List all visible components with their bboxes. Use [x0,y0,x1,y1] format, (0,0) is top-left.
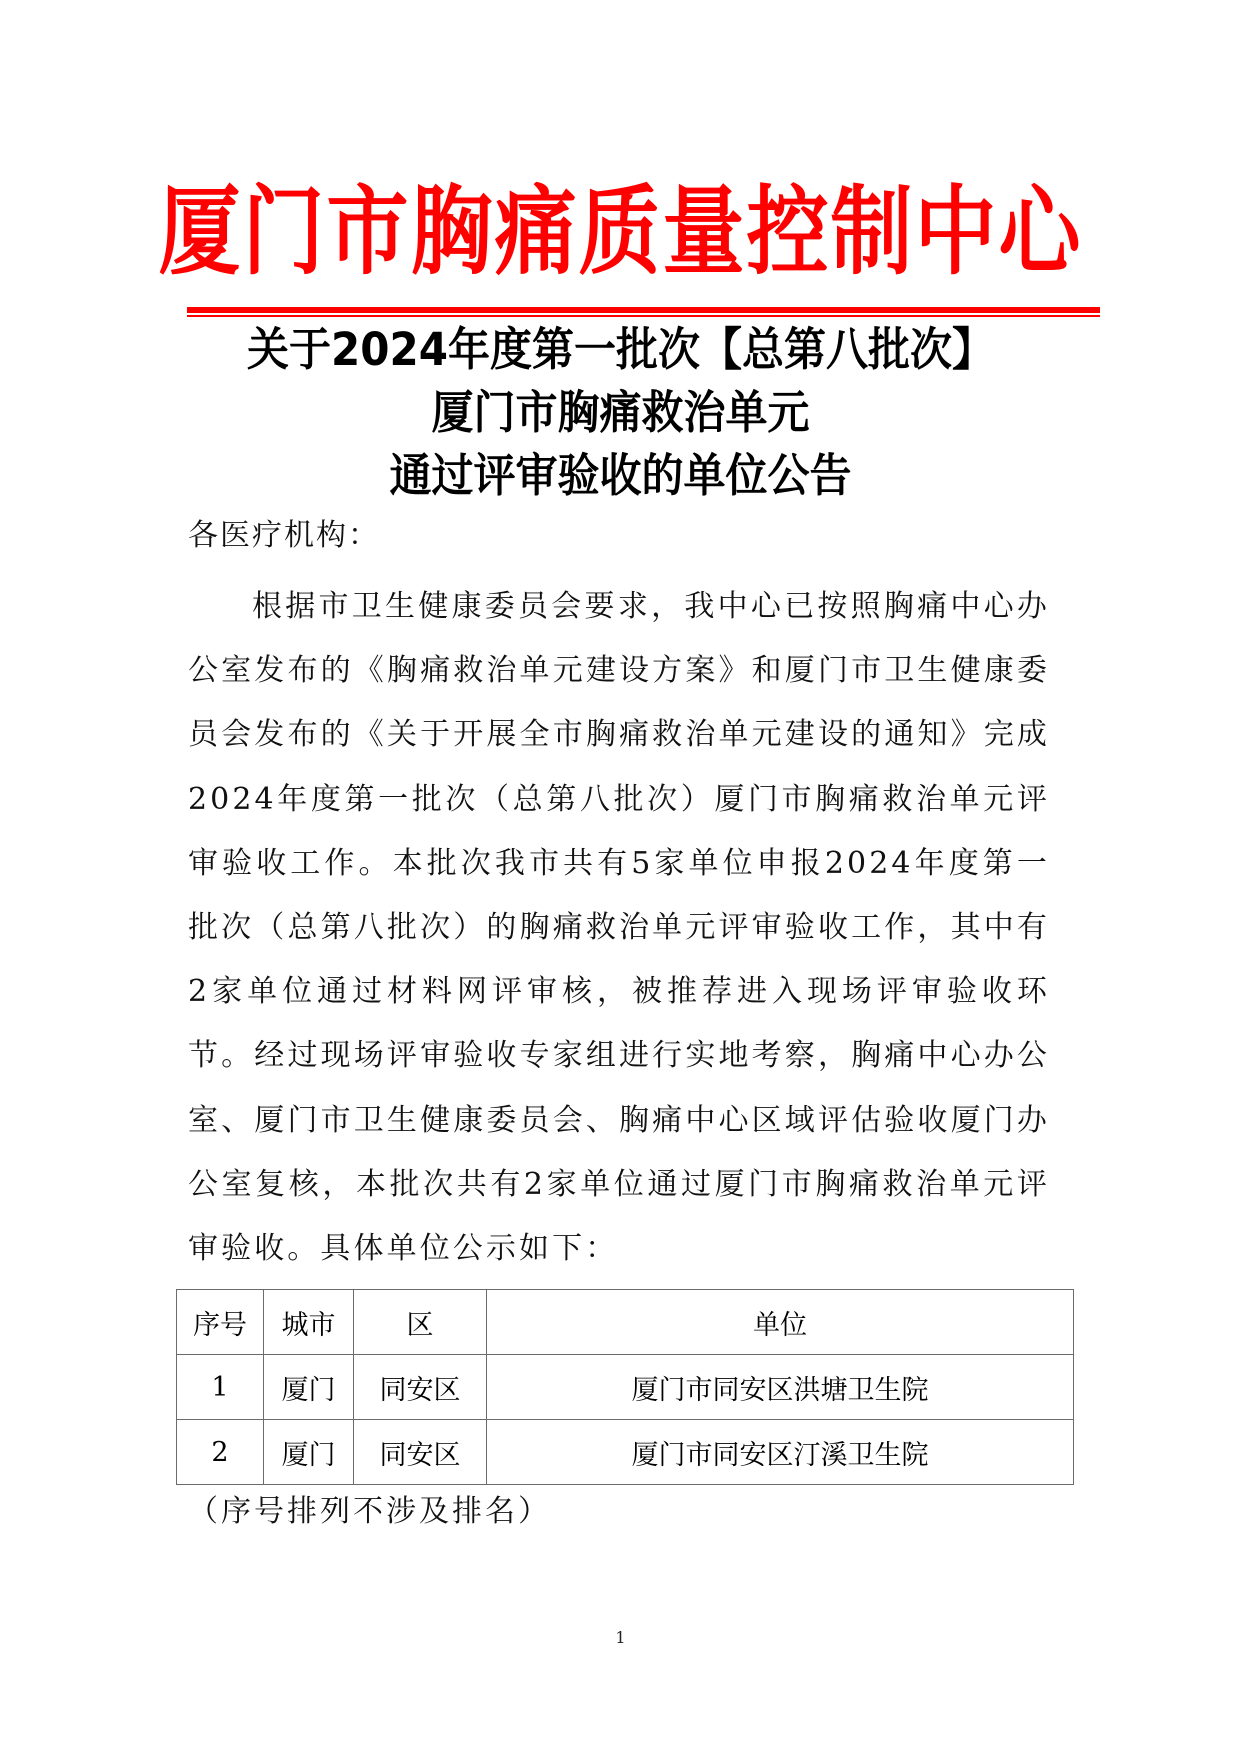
cell-index: 2 [177,1420,264,1485]
table-header-row [177,1290,1074,1355]
table-row [177,1355,1074,1420]
header-unit: 单位 [487,1290,1074,1355]
document-title-line-2: 厦门市胸痛救治单元 [431,386,810,439]
body-paragraph: 根据市卫生健康委员会要求，我中心已按照胸痛中心办公室发布的《胸痛救治单元建设方案》和厦门市卫生健康委员会发布的《关于开展全市胸痛救治单元建设的通知》完成2024年度第一批次（总第八批次）厦门市胸痛救治单元评审验收工作。本批次我市共有5家单位申报2024年度第一批次（总第八批次）的胸痛救治单元评审验收工作，其中有2家单位通过材料网评审核，被推荐进入现场评审验收环节。经过现场评审验收专家组进行实地考察，胸痛中心办公室、厦门市卫生健康委员会、胸痛中心区域评估验收厦门办公室复核，本批次共有2家单位通过厦门市胸痛救治单元评审验收。具体单位公示如下： [188,589,1050,1267]
header-district: 区 [354,1290,487,1355]
cell-district: 同安区 [354,1420,487,1485]
cell-city: 厦门 [264,1355,354,1420]
red-header-rule-thick [187,307,1100,313]
ranking-note: （序号排列不涉及排名） [188,1494,551,1529]
cell-district: 同安区 [354,1355,487,1420]
document-title-line-3: 通过评审验收的单位公告 [389,449,852,502]
salutation: 各医疗机构： [188,518,380,553]
header-city: 城市 [264,1290,354,1355]
issuer-masthead: 厦门市胸痛质量控制中心 [158,176,1083,289]
cell-unit: 厦门市同安区汀溪卫生院 [487,1420,1074,1485]
cell-city: 厦门 [264,1420,354,1485]
header-index: 序号 [177,1290,264,1355]
cell-index: 1 [177,1355,264,1420]
red-header-rule-thin [187,315,1100,317]
document-title-line-1: 关于2024年度第一批次【总第八批次】 [247,323,994,376]
table-row [177,1420,1074,1485]
approved-units-table [176,1289,1074,1485]
page-number: 1 [615,1628,626,1647]
cell-unit: 厦门市同安区洪塘卫生院 [487,1355,1074,1420]
